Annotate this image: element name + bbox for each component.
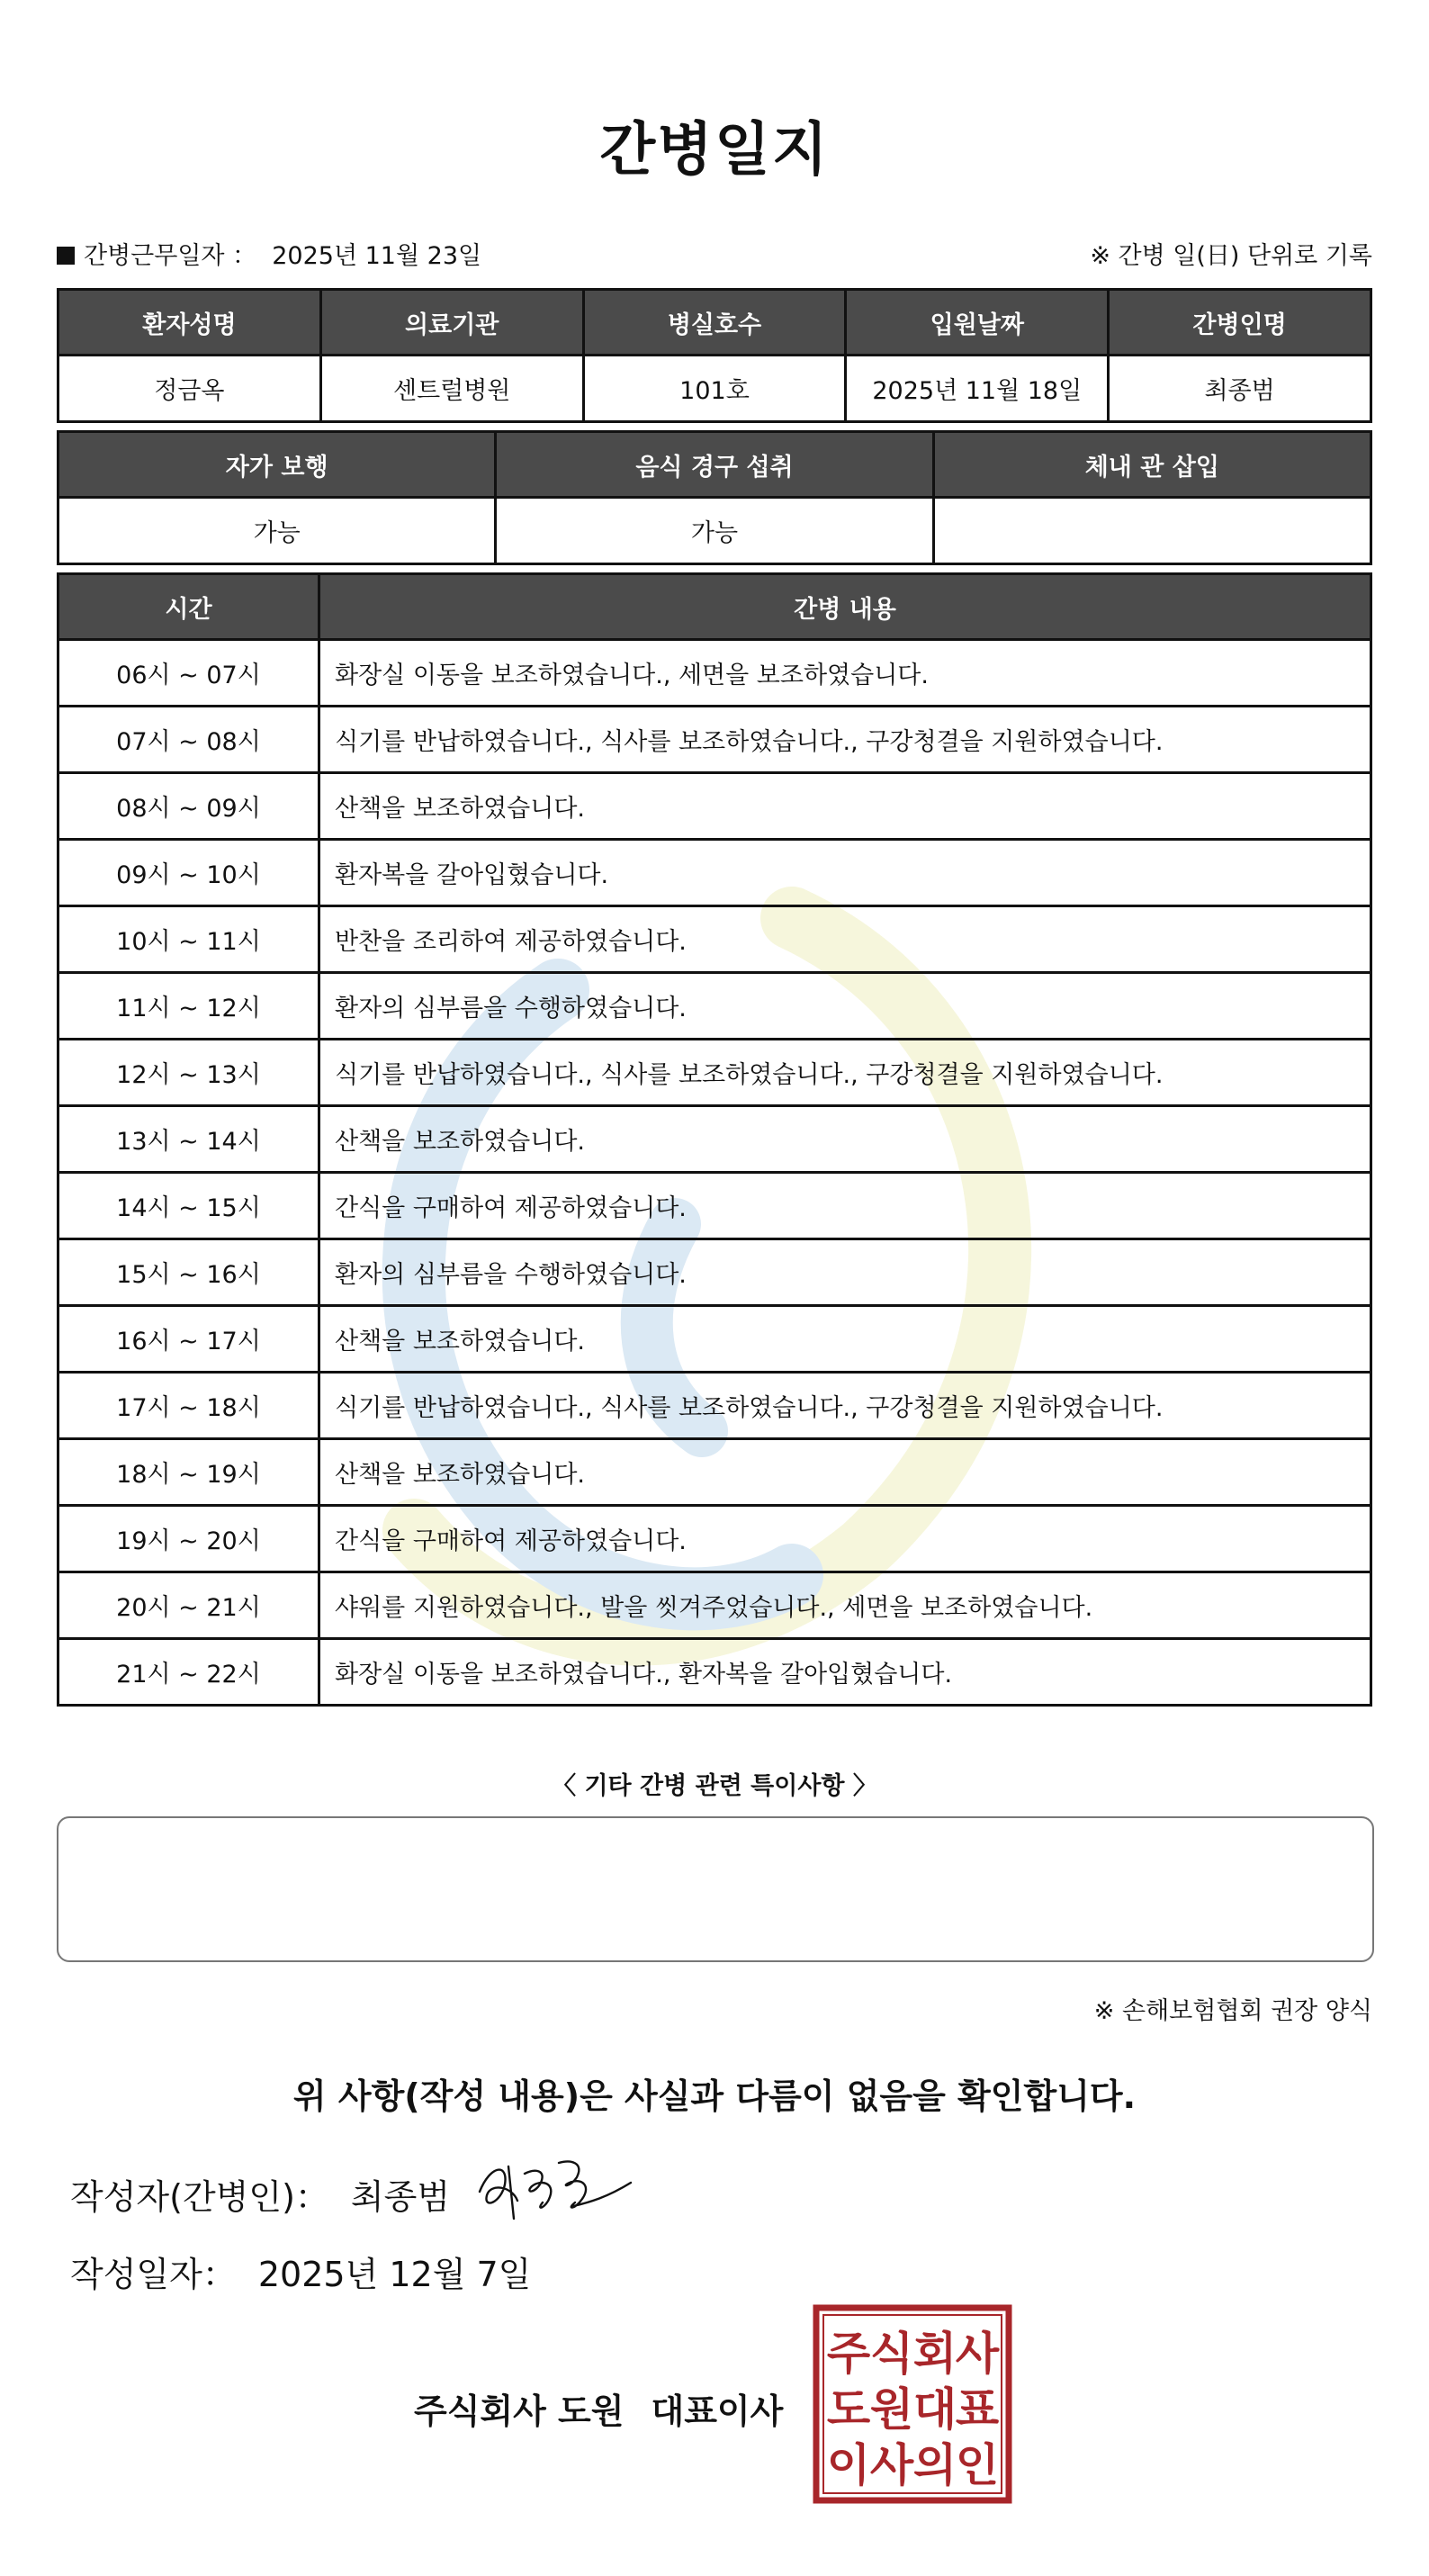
document-title: 간병일지	[599, 117, 830, 184]
status-value-row	[58, 498, 1371, 564]
header-caregiver: 간병인명	[1109, 290, 1371, 356]
header-oral-intake: 음식 경구 섭취	[496, 432, 933, 498]
hospital-name: 센트럴병원	[320, 356, 583, 422]
svg-text:의: 의	[912, 2439, 957, 2491]
work-date-label: 간병근무일자 ：	[84, 242, 257, 270]
care-log-row	[58, 773, 1371, 840]
care-log-time: 06시 ~ 07시	[58, 640, 319, 707]
care-log-content: 간식을 구매하여 제공하였습니다.	[319, 1506, 1371, 1572]
patient-header-row	[58, 290, 1371, 356]
care-log-content: 환자의 심부름을 수행하였습니다.	[319, 973, 1371, 1040]
care-log-content: 화장실 이동을 보조하였습니다., 세면을 보조하였습니다.	[319, 640, 1371, 707]
care-log-row	[58, 1306, 1371, 1373]
svg-text:주: 주	[826, 2328, 871, 2380]
care-log-time: 07시 ~ 08시	[58, 707, 319, 773]
care-log-row	[58, 1106, 1371, 1173]
care-log-content: 화장실 이동을 보조하였습니다., 환자복을 갈아입혔습니다.	[319, 1639, 1371, 1706]
care-log-time: 21시 ~ 22시	[58, 1639, 319, 1706]
date-label: 작성일자：	[70, 2255, 237, 2294]
care-log-time: 10시 ~ 11시	[58, 906, 319, 973]
care-log-time: 16시 ~ 17시	[58, 1306, 319, 1373]
care-log-content: 식기를 반납하였습니다., 식사를 보조하였습니다., 구강청결을 지원하였습니다.	[319, 1040, 1371, 1106]
header-admission-date: 입원날짜	[846, 290, 1109, 356]
date-value: 2025년 12월 7일	[257, 2255, 532, 2294]
care-log-content: 식기를 반납하였습니다., 식사를 보조하였습니다., 구강청결을 지원하였습니다.	[319, 707, 1371, 773]
company-line	[414, 2383, 783, 2433]
walking-value: 가능	[58, 498, 496, 564]
svg-text:도: 도	[826, 2383, 871, 2436]
care-log-time: 20시 ~ 21시	[58, 1572, 319, 1639]
patient-name: 정금옥	[58, 356, 321, 422]
daily-note: ※ 간병 일(日) 단위로 기록	[1090, 242, 1372, 270]
writer-label: 작성자(간병인)：	[70, 2177, 329, 2217]
care-log-row	[58, 840, 1371, 906]
oral-intake-value: 가능	[496, 498, 933, 564]
care-log-row	[58, 906, 1371, 973]
care-log-content: 식기를 반납하였습니다., 식사를 보조하였습니다., 구강청결을 지원하였습니다.	[319, 1373, 1371, 1439]
svg-text:인: 인	[955, 2439, 1000, 2491]
care-log-row	[58, 640, 1371, 707]
care-log-content: 환자의 심부름을 수행하였습니다.	[319, 1239, 1371, 1306]
room-number: 101호	[583, 356, 846, 422]
care-log-table	[57, 572, 1372, 1707]
care-log-content: 환자복을 갈아입혔습니다.	[319, 840, 1371, 906]
caregiver-name: 최종범	[1109, 356, 1371, 422]
care-log-time: 12시 ~ 13시	[58, 1040, 319, 1106]
care-log-row	[58, 1439, 1371, 1506]
square-bullet-icon	[57, 247, 75, 265]
written-date-row	[70, 2247, 531, 2296]
care-log-time: 17시 ~ 18시	[58, 1373, 319, 1439]
header-care-content: 간병 내용	[319, 574, 1371, 640]
care-log-row	[58, 1040, 1371, 1106]
care-log-row	[58, 1506, 1371, 1572]
admission-date: 2025년 11월 18일	[846, 356, 1109, 422]
svg-text:이: 이	[826, 2439, 871, 2491]
company-name: 주식회사 도원	[414, 2391, 625, 2431]
header-hospital: 의료기관	[320, 290, 583, 356]
svg-text:원: 원	[869, 2383, 914, 2436]
svg-text:표: 표	[955, 2383, 1000, 2436]
svg-text:식: 식	[869, 2328, 914, 2380]
recommendation-note: ※ 손해보험협회 권장 양식	[1093, 1997, 1372, 2025]
notes-label: 〈 기타 간병 관련 특이사항 〉	[552, 1772, 877, 1800]
special-notes-box	[57, 1816, 1374, 1962]
care-log-time: 15시 ~ 16시	[58, 1239, 319, 1306]
care-log-time: 18시 ~ 19시	[58, 1439, 319, 1506]
care-log-row	[58, 1572, 1371, 1639]
writer-row	[70, 2169, 450, 2219]
care-log-row	[58, 973, 1371, 1040]
svg-text:사: 사	[869, 2439, 914, 2491]
care-log-content: 산책을 보조하였습니다.	[319, 1106, 1371, 1173]
representative-title: 대표이사	[651, 2391, 784, 2431]
confirmation-statement: 위 사항(작성 내용)은 사실과 다름이 없음을 확인합니다.	[292, 2076, 1137, 2116]
care-log-time: 08시 ~ 09시	[58, 773, 319, 840]
patient-value-row	[58, 356, 1371, 422]
tube-value	[933, 498, 1371, 564]
care-log-content: 간식을 구매하여 제공하였습니다.	[319, 1173, 1371, 1239]
care-log-time: 09시 ~ 10시	[58, 840, 319, 906]
handwritten-signature	[472, 2147, 634, 2237]
care-log-content: 반찬을 조리하여 제공하였습니다.	[319, 906, 1371, 973]
svg-text:대: 대	[912, 2383, 957, 2436]
care-log-row	[58, 1173, 1371, 1239]
care-log-content: 산책을 보조하였습니다.	[319, 1306, 1371, 1373]
work-date	[57, 236, 481, 271]
header-time: 시간	[58, 574, 319, 640]
header-room: 병실호수	[583, 290, 846, 356]
care-log-content: 산책을 보조하였습니다.	[319, 773, 1371, 840]
care-log-row	[58, 707, 1371, 773]
writer-name: 최종범	[350, 2177, 451, 2217]
patient-status-table	[57, 430, 1372, 565]
care-log-row	[58, 1373, 1371, 1439]
care-log-header-row	[58, 574, 1371, 640]
svg-text:사: 사	[955, 2328, 1000, 2380]
patient-info-table	[57, 288, 1372, 423]
care-log-content: 산책을 보조하였습니다.	[319, 1439, 1371, 1506]
status-header-row	[58, 432, 1371, 498]
header-patient-name: 환자성명	[58, 290, 321, 356]
care-log-row	[58, 1239, 1371, 1306]
header-tube: 체내 관 삽입	[933, 432, 1371, 498]
care-log-time: 14시 ~ 15시	[58, 1173, 319, 1239]
care-log-time: 13시 ~ 14시	[58, 1106, 319, 1173]
svg-text:회: 회	[912, 2328, 957, 2380]
work-date-value: 2025년 11월 23일	[272, 242, 482, 270]
company-seal	[813, 2304, 1012, 2504]
care-log-time: 11시 ~ 12시	[58, 973, 319, 1040]
care-log-row	[58, 1639, 1371, 1706]
care-log-content: 샤워를 지원하였습니다., 발을 씻겨주었습니다., 세면을 보조하였습니다.	[319, 1572, 1371, 1639]
header-walking: 자가 보행	[58, 432, 496, 498]
care-log-time: 19시 ~ 20시	[58, 1506, 319, 1572]
